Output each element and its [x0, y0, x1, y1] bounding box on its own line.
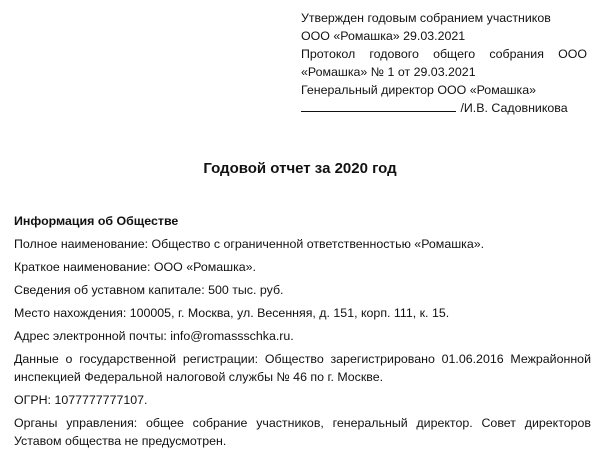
approval-approved-by: Утвержден годовым собранием участников	[301, 11, 551, 25]
approval-company-date: ООО «Ромашка» 29.03.2021	[301, 29, 466, 43]
short-name: Краткое наименование: ООО «Ромашка».	[14, 260, 256, 274]
approval-director-title: Генеральный директор ООО «Ромашка»	[301, 83, 537, 97]
info-heading: Информация об Обществе	[14, 214, 179, 228]
signature-row	[301, 99, 587, 117]
capital-info: Сведения об уставном капитале: 500 тыс. руб.	[14, 283, 284, 297]
registration-info: Данные о государственной регистрации: Общество зарегистрировано 01.06.2016 Межрайонной инспекцией Федеральной налоговой службы № 46 по г. Москве.	[14, 352, 591, 384]
report-body	[14, 212, 591, 455]
full-name: Полное наименование: Общество с ограниченной ответственностью «Ромашка».	[14, 237, 485, 251]
signature-name: /И.В. Садовникова	[460, 101, 568, 115]
email-info: Адрес электронной почты: info@romassschka.ru.	[14, 329, 294, 343]
ogrn-info: ОГРН: 1077777777107.	[14, 393, 148, 407]
report-title: Годовой отчет за 2020 год	[203, 160, 397, 177]
approval-protocol-line1: Протокол годового общего собрания ООО	[301, 47, 587, 61]
approval-block	[301, 9, 587, 117]
governance-info: Органы управления: общее собрание участников, генеральный директор. Совет директоров Уставом общества не предусмотрен.	[14, 416, 591, 448]
approval-protocol-line2: «Ромашка» № 1 от 29.03.2021	[301, 65, 476, 79]
signature-line	[301, 99, 456, 112]
address-info: Место нахождения: 100005, г. Москва, ул. Весенняя, д. 151, корп. 111, к. 15.	[14, 306, 450, 320]
